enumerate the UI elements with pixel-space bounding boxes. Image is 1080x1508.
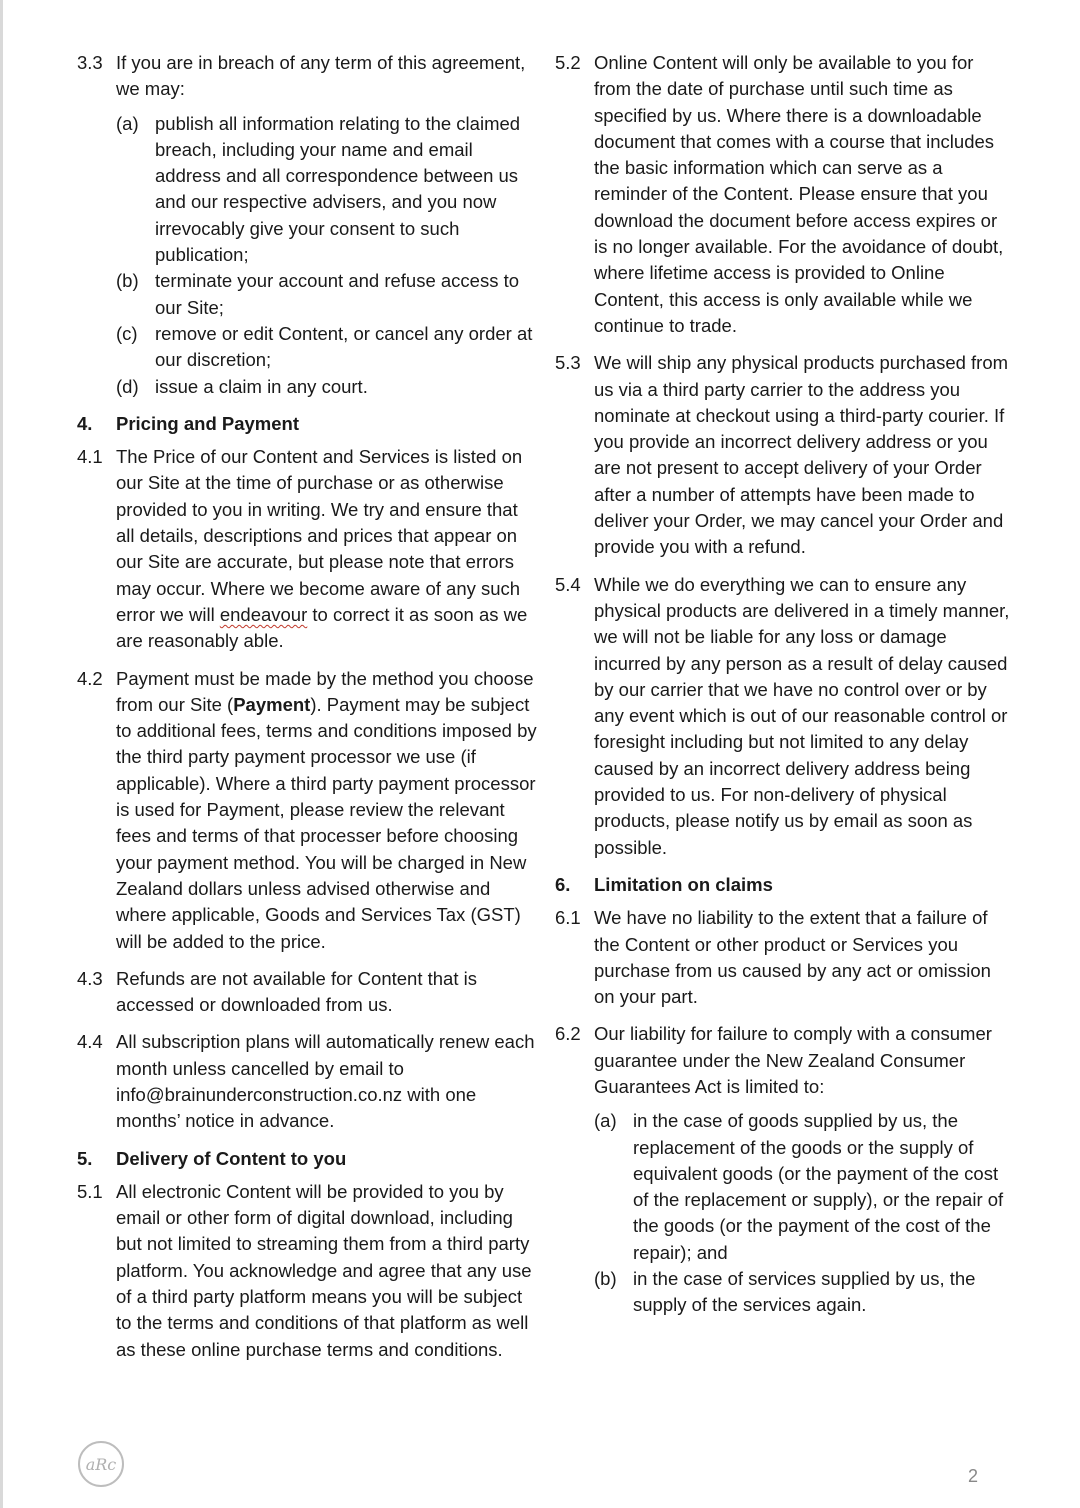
clause-4-2 bbox=[77, 666, 537, 955]
clause-text bbox=[116, 666, 537, 955]
sub-clause bbox=[594, 1108, 1015, 1266]
clause-text bbox=[116, 444, 537, 654]
page-number: 2 bbox=[968, 1466, 979, 1486]
sub-clause-list bbox=[116, 111, 537, 400]
sub-clause-text: in the case of goods supplied by us, the replacement of the goods or the supply of equivalent goods (or the payment of the cost of the replacement or supply), or the repair of the goods (or the payment of the cost of the repair); and bbox=[633, 1110, 1004, 1263]
clause-text: All subscription plans will automatically renew each month unless cancelled by email to info@brainunderconstruction.co.nz with one months’ notice in advance. bbox=[116, 1031, 535, 1132]
sub-clause-text: issue a claim in any court. bbox=[155, 375, 368, 397]
clause-text: Online Content will only be available to you for from the date of purchase until such time as specified by us. Where there is a downloadable document that comes with a course that includes the basic information which can serve as a reminder of the Content. Please ensure that you download the document before access expires or is no longer available. For the avoidance of doubt, where lifetime access is provided to Online Content, this access is only available while we continue to trade. bbox=[594, 52, 1004, 336]
defined-term: Payment bbox=[233, 693, 311, 715]
section-heading-5 bbox=[77, 1146, 537, 1172]
clause-number: 4.1 bbox=[77, 446, 103, 468]
clause-5-2 bbox=[555, 50, 1015, 339]
section-title: Pricing and Payment bbox=[116, 412, 299, 434]
sub-clause bbox=[116, 321, 537, 374]
right-column bbox=[555, 50, 1015, 1330]
clause-6-2 bbox=[555, 1021, 1015, 1318]
clause-number: 4.3 bbox=[77, 967, 103, 989]
sub-clause bbox=[594, 1266, 1015, 1319]
clause-number: 5.4 bbox=[555, 573, 581, 595]
sub-clause-text: in the case of services supplied by us, the supply of the services again. bbox=[633, 1268, 976, 1316]
page-left-border bbox=[0, 0, 3, 1508]
clause-number: 6.2 bbox=[555, 1023, 581, 1045]
sub-clause-text: terminate your account and refuse access to our Site; bbox=[155, 270, 520, 318]
clause-6-1 bbox=[555, 905, 1015, 1010]
section-heading-6 bbox=[555, 872, 1015, 898]
sub-clause-list bbox=[594, 1108, 1015, 1318]
sub-clause bbox=[116, 268, 537, 321]
spellcheck-word: endeavour bbox=[219, 603, 308, 625]
clause-5-4 bbox=[555, 572, 1015, 861]
sub-clause-label: (b) bbox=[116, 270, 139, 292]
section-number: 6. bbox=[555, 873, 571, 895]
clause-number: 5.1 bbox=[77, 1180, 103, 1202]
clause-text: While we do everything we can to ensure any physical products are delivered in a timely manner, we will not be liable for any loss or damage incurred by any person as a result of delay caused by our carrier that we have no control over or by any event which is out of our reasonable control or foresight including but not limited to any delay caused by an incorrect delivery address being provided to us. For non-delivery of physical products, please notify us by email as soon as possible. bbox=[594, 573, 1010, 858]
sub-clause-label: (c) bbox=[116, 322, 138, 344]
clause-3-3 bbox=[77, 50, 537, 400]
clause-text-part: ). Payment may be subject to additional fees, terms and conditions imposed by the third party payment processor we use (if applicable). Where a third party payment processor is used for Payment, please review the relevant fees and terms of that processer before choosing your payment method. You will be charged in New Zealand dollars unless advised otherwise and where applicable, Goods and Services Tax (GST) will be added to the price. bbox=[116, 693, 537, 952]
sub-clause bbox=[116, 374, 537, 400]
clause-5-3 bbox=[555, 350, 1015, 560]
clause-number: 5.2 bbox=[555, 52, 581, 73]
sub-clause-label: (a) bbox=[116, 112, 139, 134]
section-heading-4 bbox=[77, 411, 537, 437]
section-number: 4. bbox=[77, 412, 93, 434]
clause-text: Refunds are not available for Content that is accessed or downloaded from us. bbox=[116, 967, 477, 1016]
section-title: Delivery of Content to you bbox=[116, 1147, 347, 1169]
clause-number: 3.3 bbox=[77, 52, 103, 73]
section-number: 5. bbox=[77, 1147, 93, 1169]
sub-clause-text: remove or edit Content, or cancel any order at our discretion; bbox=[155, 322, 533, 371]
clause-text: We have no liability to the extent that a failure of the Content or other product or Services you purchase from us caused by any act or omission on your part. bbox=[594, 907, 991, 1008]
sub-clause-label: (d) bbox=[116, 375, 139, 397]
section-title: Limitation on claims bbox=[594, 873, 773, 895]
sub-clause bbox=[116, 111, 537, 269]
arc-logo: aRc bbox=[78, 1441, 124, 1487]
clause-text: If you are in breach of any term of this agreement, we may: bbox=[116, 52, 526, 100]
clause-4-1 bbox=[77, 444, 537, 654]
sub-clause-text: publish all information relating to the claimed breach, including your name and email address and all correspondence between us and our respective advisers, and you now irrevocably give your consent to such publication; bbox=[155, 112, 521, 266]
clause-4-3 bbox=[77, 966, 537, 1019]
clause-number: 4.4 bbox=[77, 1031, 103, 1053]
clause-text: We will ship any physical products purchased from us via a third party carrier to the address you nominate at checkout using a third-party courier. If you provide an incorrect delivery address or you are not present to accept delivery of your Order after a number of attempts have been made to deliver your Order, we may cancel your Order and provide you with a refund. bbox=[594, 352, 1009, 558]
clause-number: 6.1 bbox=[555, 907, 581, 929]
clause-text-part: Payment must be made by the method you choose from our Site ( bbox=[116, 667, 534, 715]
left-column bbox=[77, 50, 537, 1374]
clause-text-part: to correct it as soon as we are reasonably able. bbox=[116, 603, 528, 652]
clause-text: All electronic Content will be provided to you by email or other form of digital download, including but not limited to streaming them from a third party platform. You acknowledge and agree that any use of a third party platform means you will be subject to the terms and conditions of that platform as well as these online purchase terms and conditions. bbox=[116, 1180, 532, 1360]
clause-5-1 bbox=[77, 1179, 537, 1363]
clause-number: 5.3 bbox=[555, 352, 581, 374]
clause-number: 4.2 bbox=[77, 667, 103, 689]
sub-clause-label: (a) bbox=[594, 1110, 617, 1132]
sub-clause-label: (b) bbox=[594, 1268, 617, 1290]
clause-text-part: The Price of our Content and Services is listed on our Site at the time of purchase or as otherwise provided to you in writing. We try and ensure that all details, descriptions and prices that appear on our Site are accurate, but please note that errors may occur. Where we become aware of any such error we will bbox=[116, 446, 523, 625]
clause-4-4 bbox=[77, 1029, 537, 1134]
clause-text: Our liability for failure to comply with a consumer guarantee under the New Zealand Consumer Guarantees Act is limited to: bbox=[594, 1023, 992, 1097]
